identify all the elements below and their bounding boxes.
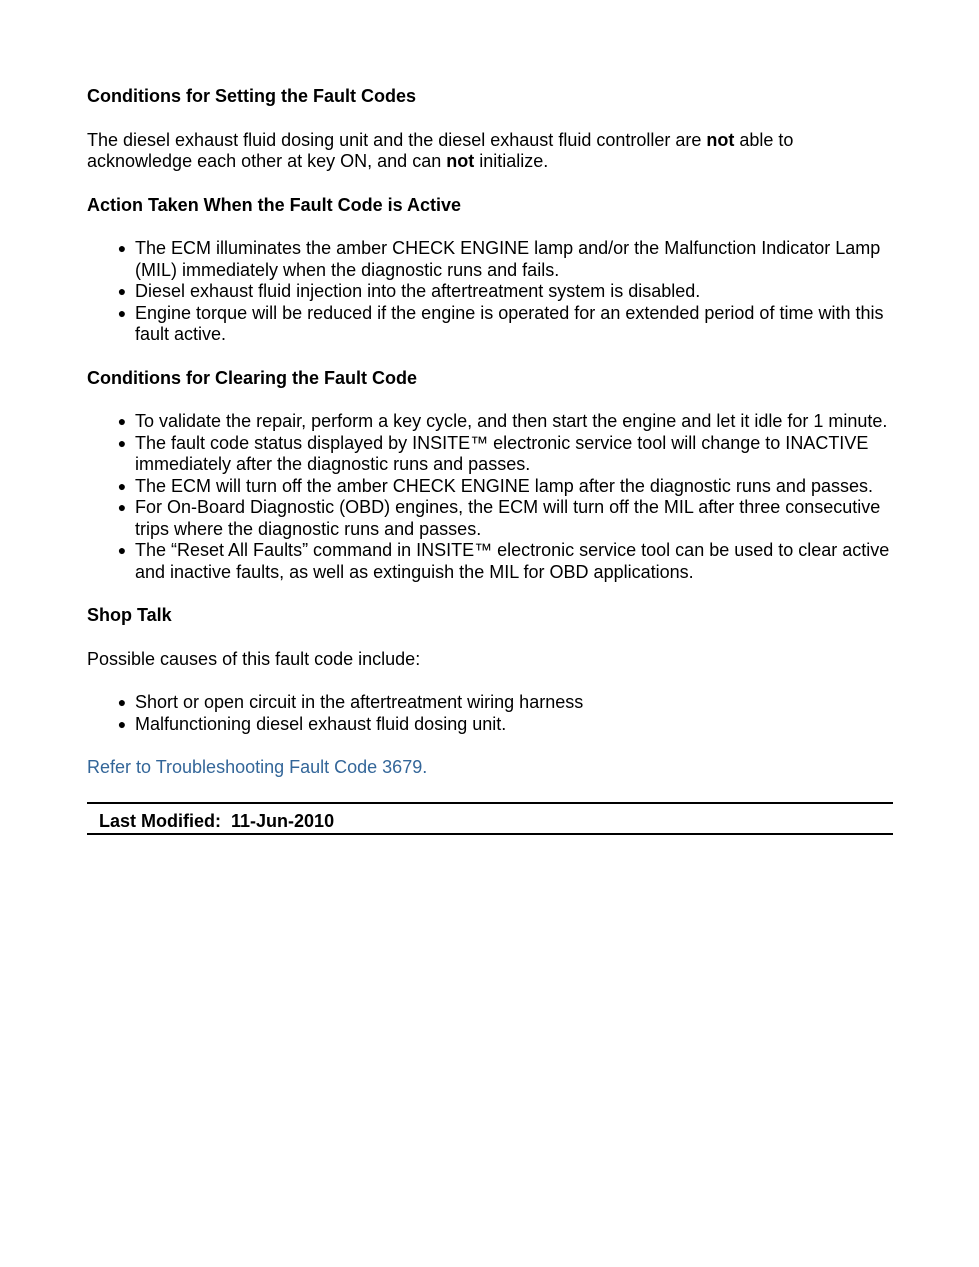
list-item-text: The “Reset All Faults” command in INSITE™ electronic service tool can be used to clear active and inactive faults, as well as extinguish the MIL for OBD applications. (135, 540, 890, 582)
heading-action-taken: Action Taken When the Fault Code is Active (87, 194, 462, 215)
list-item (117, 475, 893, 498)
list-item-text: Short or open circuit in the aftertreatment wiring harness (135, 692, 584, 712)
list-item-text: For On-Board Diagnostic (OBD) engines, the ECM will turn off the MIL after three consecutive trips where the diagnostic runs and passes. (135, 497, 881, 539)
conditions-clearing-list (87, 411, 893, 583)
list-item (117, 692, 893, 714)
last-modified-date: 11-Jun-2010 (231, 810, 335, 831)
list-item (117, 713, 893, 736)
list-item (117, 432, 893, 476)
list-item-text: Diesel exhaust fluid injection into the aftertreatment system is disabled. (135, 281, 701, 301)
last-modified-bar (87, 802, 893, 835)
bullet-icon: ● (117, 715, 127, 732)
bullet-icon: ● (117, 542, 127, 558)
list-item-text: Engine torque will be reduced if the engine is operated for an extended period of time with this fault active. (135, 302, 884, 344)
bullet-icon: ● (117, 413, 127, 429)
bullet-icon: ● (117, 477, 127, 494)
document-page (87, 86, 893, 834)
list-item (117, 497, 893, 540)
para-bold-2: not (446, 151, 475, 171)
action-taken-list (87, 238, 893, 346)
heading-conditions-clearing: Conditions for Clearing the Fault Code (87, 367, 417, 388)
reference-paragraph (87, 757, 893, 779)
list-item-text: The ECM will turn off the amber CHECK ENGINE lamp after the diagnostic runs and passes. (135, 475, 873, 496)
list-item-text: To validate the repair, perform a key cycle, and then start the engine and let it idle for 1 minute. (135, 411, 888, 431)
list-item (117, 540, 893, 583)
list-item (117, 281, 893, 303)
para-bold-1: not (706, 129, 735, 150)
shop-talk-intro: Possible causes of this fault code include: (87, 648, 421, 669)
list-item (117, 411, 893, 433)
bullet-icon: ● (117, 304, 127, 321)
conditions-setting-paragraph (87, 130, 893, 173)
para-text-2: able to acknowledge each other at key ON, and can (87, 129, 794, 171)
bullet-icon: ● (117, 499, 127, 515)
bullet-icon: ● (117, 434, 127, 451)
last-modified-label: Last Modified: (99, 810, 221, 831)
list-item-text: The ECM illuminates the amber CHECK ENGINE lamp and/or the Malfunction Indicator Lamp (MIL) immediately when the diagnostic runs and fails. (135, 238, 881, 280)
list-item (117, 238, 893, 281)
para-text-3: initialize. (474, 151, 549, 171)
list-item-text: The fault code status displayed by INSITE™ electronic service tool will change to INACTIVE immediately after the diagnostic runs and passes. (135, 432, 869, 474)
list-item-text: Malfunctioning diesel exhaust fluid dosing unit. (135, 713, 507, 734)
para-text-1: The diesel exhaust fluid dosing unit and the diesel exhaust fluid controller are (87, 129, 707, 150)
list-item (117, 302, 893, 346)
bullet-icon: ● (117, 283, 127, 299)
bullet-icon: ● (117, 240, 127, 256)
shop-talk-list (87, 692, 893, 735)
heading-shop-talk: Shop Talk (87, 605, 172, 625)
troubleshooting-link[interactable]: Refer to Troubleshooting Fault Code 3679. (87, 757, 428, 777)
heading-conditions-setting: Conditions for Setting the Fault Codes (87, 86, 416, 106)
bullet-icon: ● (117, 694, 127, 710)
